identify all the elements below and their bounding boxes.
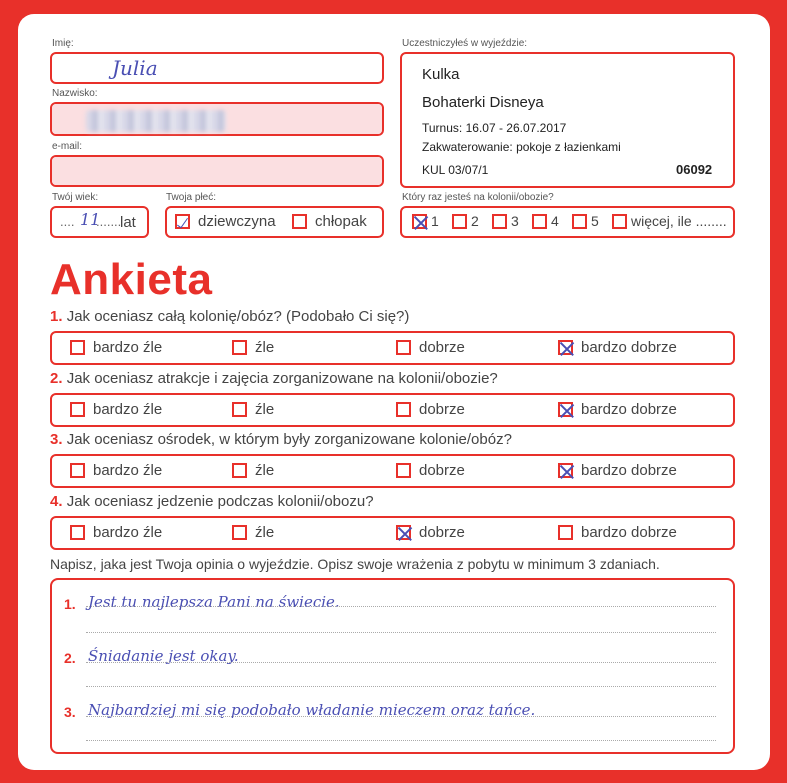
checkbox-icon[interactable] xyxy=(558,525,573,540)
name-value: Julia xyxy=(112,56,158,80)
times-option-label: 4 xyxy=(551,213,559,229)
option-bardzo-dobrze[interactable] xyxy=(558,401,677,418)
question-1 xyxy=(50,308,409,325)
name-field[interactable] xyxy=(50,52,384,84)
answer-3: Najbardziej mi się podobało władanie mieczem oraz tańce. xyxy=(88,701,536,719)
option-label: bardzo źle xyxy=(93,524,163,541)
dotted-line xyxy=(86,740,716,741)
gender-option-label: dziewczyna xyxy=(198,213,276,230)
option-label: bardzo źle xyxy=(93,339,163,356)
name-label: Imię: xyxy=(52,38,74,49)
gender-option-boy[interactable] xyxy=(292,213,367,230)
option-label: źle xyxy=(255,401,275,418)
age-unit: lat xyxy=(120,214,136,231)
option-bardzo-dobrze[interactable] xyxy=(558,462,677,479)
gender-option-label: chłopak xyxy=(315,213,367,230)
option-label: dobrze xyxy=(419,462,465,479)
times-field xyxy=(400,206,735,238)
email-field[interactable] xyxy=(50,155,384,187)
times-option-label: więcej, ile ........ xyxy=(631,213,727,229)
checkbox-icon[interactable] xyxy=(232,402,247,417)
camp-turnus xyxy=(422,121,566,135)
option-label: dobrze xyxy=(419,339,465,356)
question-4 xyxy=(50,493,374,510)
surname-redacted xyxy=(86,110,226,132)
checkbox-icon[interactable] xyxy=(70,402,85,417)
survey-title: Ankieta xyxy=(50,255,213,304)
question-number: 1. xyxy=(50,308,63,325)
option-dobrze[interactable] xyxy=(396,401,465,418)
checkbox-icon[interactable] xyxy=(70,463,85,478)
dotted-line xyxy=(86,632,716,633)
answer-1: Jest tu najlepsza Pani na świecie. xyxy=(88,593,340,611)
camp-number: 06092 xyxy=(676,162,713,177)
checkbox-checked-icon[interactable] xyxy=(412,214,427,229)
checkbox-icon[interactable] xyxy=(232,525,247,540)
option-label: dobrze xyxy=(419,524,465,541)
checkbox-icon[interactable] xyxy=(612,214,627,229)
checkbox-icon[interactable] xyxy=(70,340,85,355)
times-option-label: 1 xyxy=(431,213,439,229)
dotted-line xyxy=(86,662,716,663)
option-label: bardzo dobrze xyxy=(581,462,677,479)
dotted-line xyxy=(86,686,716,687)
age-dots-left: .... xyxy=(60,214,75,229)
turnus-label: Turnus: xyxy=(422,121,463,135)
times-label: Który raz jesteś na kolonii/obozie? xyxy=(402,192,554,203)
answer-number: 2. xyxy=(64,650,76,666)
times-option-label: 2 xyxy=(471,213,479,229)
camp-line2: Bohaterki Disneya xyxy=(422,94,544,111)
question-text: Jak oceniasz jedzenie podczas kolonii/obozu? xyxy=(66,493,374,510)
turnus-value: 16.07 - 26.07.2017 xyxy=(465,121,567,135)
times-option-3[interactable] xyxy=(492,213,519,229)
answer-number: 3. xyxy=(64,704,76,720)
question-1-options xyxy=(50,331,735,365)
participation-label: Uczestniczyłeś w wyjeździe: xyxy=(402,38,528,49)
dotted-line xyxy=(86,716,716,717)
camp-accommodation xyxy=(422,140,621,154)
option-label: źle xyxy=(255,524,275,541)
option-bardzo-dobrze[interactable] xyxy=(558,524,677,541)
option-label: bardzo źle xyxy=(93,462,163,479)
times-option-label: 3 xyxy=(511,213,519,229)
question-3 xyxy=(50,431,512,448)
question-number: 3. xyxy=(50,431,63,448)
option-bardzo-zle[interactable] xyxy=(70,462,162,479)
checkbox-checked-icon[interactable] xyxy=(396,525,411,540)
camp-code: KUL 03/07/1 xyxy=(422,163,489,177)
email-shading xyxy=(52,157,382,185)
email-label: e-mail: xyxy=(52,141,83,152)
answer-number: 1. xyxy=(64,596,76,612)
times-option-label: 5 xyxy=(591,213,599,229)
checkbox-icon[interactable] xyxy=(292,214,307,229)
times-option-2[interactable] xyxy=(452,213,479,229)
option-label: dobrze xyxy=(419,401,465,418)
question-text: Jak oceniasz całą kolonię/obóz? (Podobało Ci się?) xyxy=(66,308,410,325)
option-bardzo-zle[interactable] xyxy=(70,401,162,418)
age-value: 11 xyxy=(80,210,101,229)
option-dobrze[interactable] xyxy=(396,462,465,479)
gender-label: Twoja płeć: xyxy=(166,192,217,203)
option-label: bardzo dobrze xyxy=(581,401,677,418)
checkbox-checked-icon[interactable] xyxy=(558,340,573,355)
option-zle[interactable] xyxy=(232,401,274,418)
gender-field xyxy=(165,206,384,238)
camp-line1: Kulka xyxy=(422,66,460,83)
option-zle[interactable] xyxy=(232,339,274,356)
gender-option-girl[interactable] xyxy=(175,213,276,230)
times-option-5[interactable] xyxy=(572,213,599,229)
opinion-prompt: Napisz, jaka jest Twoja opinia o wyjeździe. Opisz swoje wrażenia z pobytu w minimum 3 zdaniach. xyxy=(50,556,660,572)
accommodation-label: Zakwaterowanie: xyxy=(422,140,513,154)
option-label: bardzo dobrze xyxy=(581,524,677,541)
option-label: bardzo źle xyxy=(93,401,163,418)
option-bardzo-zle[interactable] xyxy=(70,339,162,356)
surname-label: Nazwisko: xyxy=(52,88,98,99)
answer-2: Śniadanie jest okay. xyxy=(88,647,239,665)
checkbox-icon[interactable] xyxy=(232,463,247,478)
question-2-options xyxy=(50,393,735,427)
checkbox-checked-icon[interactable] xyxy=(558,402,573,417)
checkbox-checked-icon[interactable] xyxy=(558,463,573,478)
option-bardzo-dobrze[interactable] xyxy=(558,339,677,356)
checkbox-icon[interactable] xyxy=(492,214,507,229)
option-label: źle xyxy=(255,339,275,356)
age-label: Twój wiek: xyxy=(52,192,99,203)
times-option-1[interactable] xyxy=(412,213,439,229)
checkbox-icon[interactable] xyxy=(532,214,547,229)
checkbox-icon[interactable] xyxy=(396,340,411,355)
option-dobrze[interactable] xyxy=(396,339,465,356)
option-zle[interactable] xyxy=(232,524,274,541)
age-dots-right: ....... xyxy=(96,214,122,229)
checkbox-icon[interactable] xyxy=(396,463,411,478)
question-2 xyxy=(50,370,498,387)
question-number: 4. xyxy=(50,493,63,510)
option-zle[interactable] xyxy=(232,462,274,479)
checkbox-icon[interactable] xyxy=(232,340,247,355)
option-bardzo-zle[interactable] xyxy=(70,524,162,541)
age-field[interactable] xyxy=(50,206,149,238)
checkbox-icon[interactable] xyxy=(452,214,467,229)
option-label: bardzo dobrze xyxy=(581,339,677,356)
checkbox-icon[interactable] xyxy=(70,525,85,540)
accommodation-value: pokoje z łazienkami xyxy=(516,140,621,154)
times-option-more[interactable] xyxy=(612,213,727,229)
option-dobrze[interactable] xyxy=(396,524,465,541)
question-4-options xyxy=(50,516,735,550)
times-option-4[interactable] xyxy=(532,213,559,229)
dotted-line xyxy=(86,606,716,607)
checkbox-checked-icon[interactable] xyxy=(175,214,190,229)
checkbox-icon[interactable] xyxy=(396,402,411,417)
option-label: źle xyxy=(255,462,275,479)
checkbox-icon[interactable] xyxy=(572,214,587,229)
question-3-options xyxy=(50,454,735,488)
question-number: 2. xyxy=(50,370,63,387)
question-text: Jak oceniasz atrakcje i zajęcia zorganizowane na kolonii/obozie? xyxy=(66,370,498,387)
question-text: Jak oceniasz ośrodek, w którym były zorganizowane kolonie/obóz? xyxy=(66,431,512,448)
